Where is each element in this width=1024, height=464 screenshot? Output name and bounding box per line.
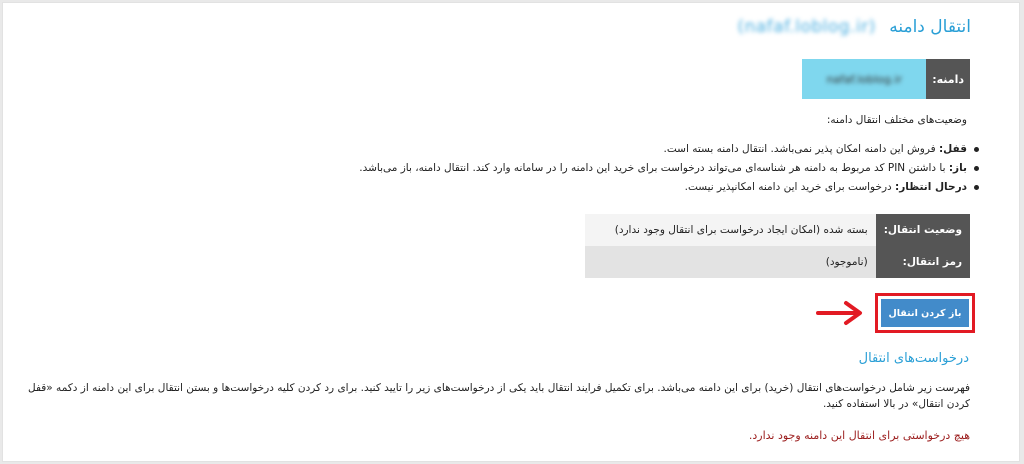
requests-title: درخواست‌های انتقال (858, 351, 969, 366)
state-term: درحال انتظار: (895, 181, 967, 193)
no-requests-message: هیچ درخواستی برای انتقال این دامنه وجود ندارد. (748, 429, 970, 442)
list-item-pending (359, 178, 979, 197)
arrow-right-icon (816, 300, 868, 326)
requests-description: فهرست زیر شامل درخواست‌های انتقال (خرید) برای این دامنه می‌باشد. برای تکمیل فرایند انتقال باید یکی از درخواست‌های زیر را تایید کنید. برای رد کردن کلیه درخواست‌ها و بستن انتقال برای این دامنه از دکمه «قفل کردن انتقال» در بالا استفاده کنید. (28, 382, 970, 410)
domain-value-text: nafaf.loblog.ir (826, 72, 902, 86)
states-intro: وضعیت‌های مختلف انتقال دامنه: (826, 114, 967, 126)
states-list (359, 140, 979, 197)
open-transfer-button[interactable]: باز کردن انتقال (881, 299, 969, 327)
page-title-text: انتقال دامنه (889, 17, 971, 37)
domain-transfer-panel (2, 2, 1020, 462)
domain-value (802, 59, 926, 99)
list-item-locked (359, 140, 979, 159)
page-title-domain: (nafaf.loblog.ir) (737, 17, 876, 37)
transfer-status-value: بسته شده (امکان ایجاد درخواست برای انتقال وجود ندارد) (585, 214, 876, 246)
domain-row (802, 59, 970, 99)
list-item-open (359, 159, 979, 178)
table-row (585, 214, 970, 246)
transfer-code-value: (ناموجود) (585, 246, 876, 278)
table-row (585, 246, 970, 278)
state-text: درخواست برای خرید این دامنه امکانپذیر نیست. (684, 181, 896, 193)
state-text: فروش این دامنه امکان پذیر نمی‌باشد. انتقال دامنه بسته است. (663, 143, 939, 155)
state-term: باز: (948, 162, 967, 174)
transfer-status-table (585, 214, 970, 278)
page-title (737, 17, 971, 37)
state-text: با داشتن PIN کد مربوط به دامنه هر شناسه‌ای می‌تواند درخواست برای خرید این دامنه را در سامانه وارد کند. انتقال دامنه، باز می‌باشد. (359, 162, 949, 174)
transfer-status-label: وضعیت انتقال: (876, 214, 970, 246)
transfer-code-label: رمز انتقال: (876, 246, 970, 278)
open-transfer-highlight (875, 293, 975, 333)
state-term: قفل: (938, 143, 967, 155)
domain-label: دامنه: (926, 59, 970, 99)
